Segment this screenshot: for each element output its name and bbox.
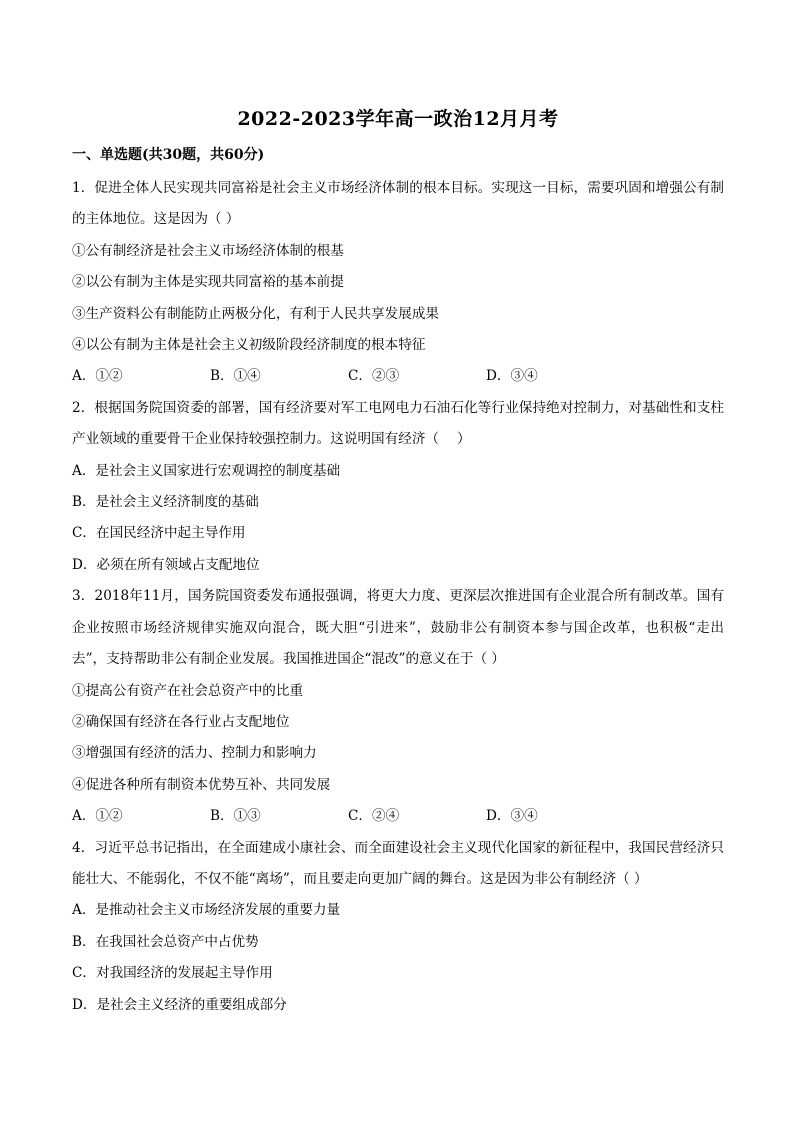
question-stem: 4．习近平总书记指出，在全面建成小康社会、而全面建设社会主义现代化国家的新征程中，我国民营经济只能壮大、不能弱化，不仅不能“离场”，而且要走向更加广阔的舞台。这是因为非公有制经济（ ） <box>72 839 724 887</box>
statement: ④以公有制为主体是社会主义初级阶段经济制度的根本特征 <box>72 337 426 354</box>
question-stem: 2．根据国务院国资委的部署，国有经济要对军工电网电力石油石化等行业保持绝对控制力，对基础性和支柱产业领域的重要骨干企业保持较强控制力。这说明国有经济（ ） <box>72 399 724 448</box>
question-3 <box>72 581 724 832</box>
choice-b: B．是社会主义经济制度的基础 <box>72 494 259 511</box>
statement: ①提高公有资产在社会总资产中的比重 <box>72 682 304 699</box>
choice-c: C．对我国经济的发展起主导作用 <box>72 965 273 982</box>
option-a: A．①② <box>72 368 123 385</box>
choice-a: A．是社会主义国家进行宏观调控的制度基础 <box>72 462 341 479</box>
exam-title: 2022-2023学年高一政治12月月考 <box>237 108 559 130</box>
option-b: B．①③ <box>210 808 261 825</box>
question-stem: 3．2018年11月，国务院国资委发布通报强调，将更大力度、更深层次推进国有企业混合所有制改革。国有企业按照市场经济规律实施双向混合，既大胆“引进来”，鼓励非公有制资本参与国企改革，也积极“走出去”，支持帮助非公有制企业发展。我国推进国企“混改”的意义在于（ ） <box>72 588 724 668</box>
option-d: D．③④ <box>486 808 538 825</box>
question-4 <box>72 833 724 1021</box>
statement: ②以公有制为主体是实现共同富裕的基本前提 <box>72 274 344 291</box>
statement: ①公有制经济是社会主义市场经济体制的根基 <box>72 242 344 259</box>
question-1 <box>72 173 724 393</box>
option-d: D．③④ <box>486 368 538 385</box>
option-b: B．①④ <box>210 368 261 385</box>
section-heading: 一、单选题(共30题，共60分) <box>72 147 265 163</box>
question-stem: 1．促进全体人民实现共同富裕是社会主义市场经济体制的根本目标。实现这一目标，需要巩固和增强公有制的主体地位。这是因为（ ） <box>72 180 724 228</box>
answer-options <box>72 801 724 832</box>
statement: ③生产资料公有制能防止两极分化，有利于人民共享发展成果 <box>72 305 440 322</box>
answer-options <box>72 361 724 392</box>
exam-page <box>72 100 724 1021</box>
choice-a: A．是推动社会主义市场经济发展的重要力量 <box>72 902 341 919</box>
choice-c: C．在国民经济中起主导作用 <box>72 525 246 542</box>
statement: ②确保国有经济在各行业占支配地位 <box>72 713 290 730</box>
choice-b: B．在我国社会总资产中占优势 <box>72 933 259 950</box>
option-c: C．②③ <box>348 368 400 385</box>
choice-d: D．必须在所有领域占支配地位 <box>72 556 260 573</box>
choice-d: D．是社会主义经济的重要组成部分 <box>72 996 287 1013</box>
option-a: A．①② <box>72 808 123 825</box>
question-2 <box>72 393 724 581</box>
statement: ④促进各种所有制资本优势互补、共同发展 <box>72 776 331 793</box>
option-c: C．②④ <box>348 808 400 825</box>
statement: ③增强国有经济的活力、控制力和影响力 <box>72 745 317 762</box>
